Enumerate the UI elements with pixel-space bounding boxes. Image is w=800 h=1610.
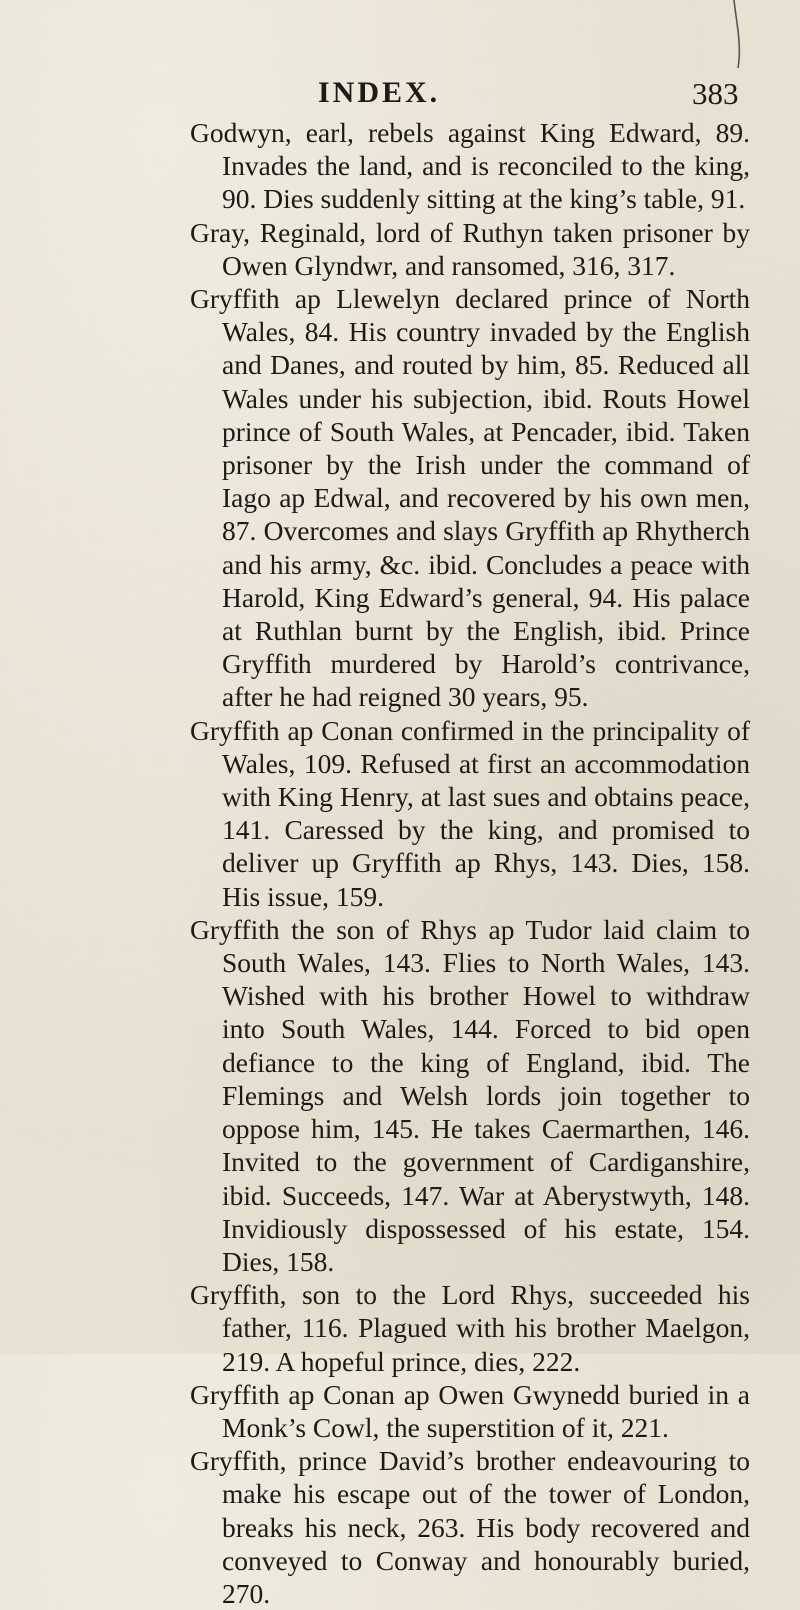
index-entry-godwyn: Godwyn, earl, rebels against King Edward, 89. Invades the land, and is reconciled to the king, 90. Dies suddenly sitting at the king’s table, 91. xyxy=(190,117,750,215)
page-edge-mark xyxy=(712,0,752,70)
index-entry-gray-reginald: Gray, Reginald, lord of Ruthyn taken prisoner by Owen Glyndwr, and ransomed, 316, 317. xyxy=(190,216,750,281)
running-head: INDEX. xyxy=(318,76,441,109)
index-body xyxy=(190,116,750,1610)
page-number: 383 xyxy=(692,76,739,111)
index-entry-gryffith-son-to-lord-rhys: Gryffith, son to the Lord Rhys, succeeded his father, 116. Plagued with his brother Maelgon, 219. A hopeful prince, dies, 222. xyxy=(190,1279,750,1377)
index-entry-gryffith-brother-of-david: Gryffith, prince David’s brother endeavouring to make his escape out of the tower of London, breaks his neck, 263. His body recovered and conveyed to Conway and honourably buried, 270. xyxy=(190,1445,750,1609)
page-header xyxy=(0,76,800,116)
index-entry-gryffith-ap-conan-ap-owen: Gryffith ap Conan ap Owen Gwynedd buried in a Monk’s Cowl, the superstition of it, 221. xyxy=(190,1378,750,1443)
index-entry-gryffith-ap-llewelyn: Gryffith ap Llewelyn declared prince of North Wales, 84. His country invaded by the English and Danes, and routed by him, 85. Reduced all Wales under his subjection, ibid. Routs Howel prince of South Wales, at Pencader, ibid. Taken prisoner by the Irish under the command of Iago ap Edwal, and recovered by his own men, 87. Overcomes and slays Gryffith ap Rhytherch and his army, &c. ibid. Concludes a peace with Harold, King Edward’s general, 94. His palace at Ruthlan burnt by the English, ibid. Prince Gryffith murdered by Harold’s contrivance, after he had reigned 30 years, 95. xyxy=(190,283,750,713)
index-entry-gryffith-ap-conan: Gryffith ap Conan confirmed in the principality of Wales, 109. Refused at first an accommodation with King Henry, at last sues and obtains peace, 141. Caressed by the king, and promised to deliver up Gryffith ap Rhys, 143. Dies, 158. His issue, 159. xyxy=(190,714,750,912)
index-entry-gryffith-son-of-rhys: Gryffith the son of Rhys ap Tudor laid claim to South Wales, 143. Flies to North Wales, 143. Wished with his brother Howel to withdraw into South Wales, 144. Forced to bid open defiance to the king of England, ibid. The Flemings and Welsh lords join together to oppose him, 145. He takes Caermarthen, 146. Invited to the government of Cardiganshire, ibid. Succeeds, 147. War at Aberystwyth, 148. Invidiously dispossessed of his estate, 154. Dies, 158. xyxy=(190,913,750,1277)
